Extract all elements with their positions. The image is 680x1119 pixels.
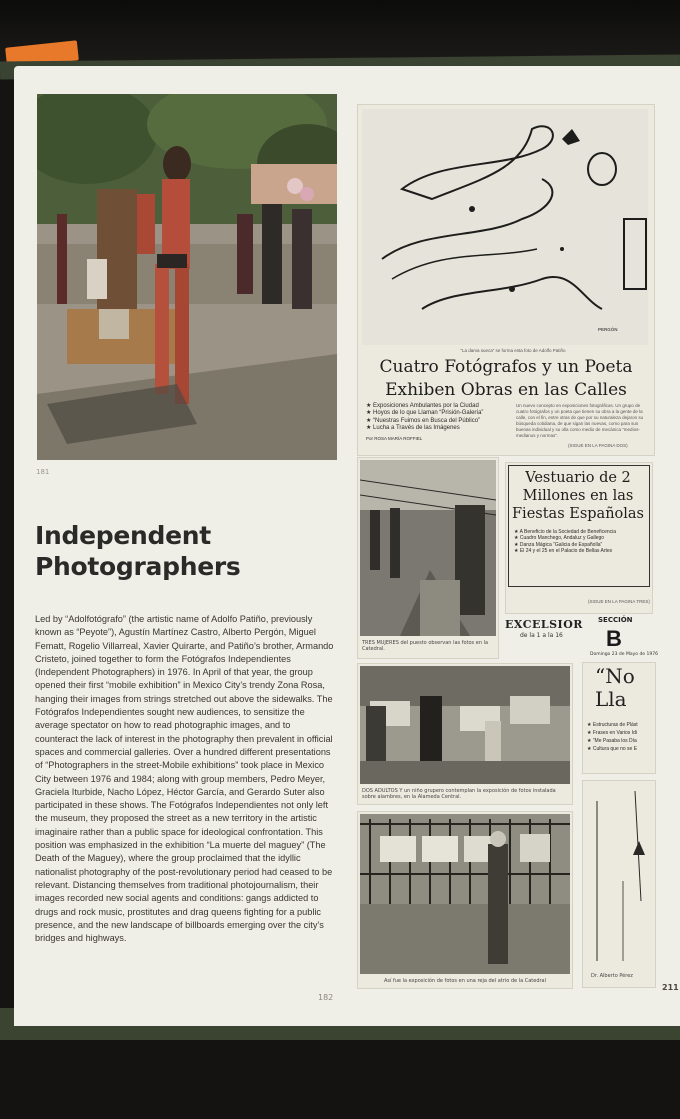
bullet: ★ Cultura que no se E: [587, 746, 638, 752]
headline-line-1: Cuatro Fotógrafos y un Poeta: [379, 357, 633, 377]
masthead-pages: de la 1 a la 16: [520, 632, 563, 639]
drawing-signature: PERGÓN: [598, 327, 618, 332]
bullet: ★ Frases en Varios Idi: [587, 730, 637, 736]
vestuario-continues: (SIGUE EN LA PAGINA TRES): [588, 599, 650, 604]
newspaper-clipping-main: [357, 104, 655, 456]
newspaper-clipping-vestuario: [505, 462, 653, 614]
adults-caption: DOS ADULTOS Y un niño grupero contemplan la exposición de fotos instalada sobre alambres, en la Alameda Central.: [362, 788, 556, 800]
bullet: ★ Exposiciones Ambulantes por la Ciudad: [366, 403, 479, 409]
newspaper-clipping-no: [582, 662, 656, 774]
no-line-2: Lla: [595, 687, 627, 711]
byline: Por ROSA MARÍA ROFFIEL: [366, 435, 423, 441]
newspaper-masthead: EXCELSIOR: [505, 618, 583, 631]
newspaper-clipping-sketch: [582, 780, 656, 988]
vestuario-line-3: Fiestas Españolas: [512, 506, 644, 522]
adults-photo: [360, 666, 570, 784]
no-line-1: “No: [595, 664, 635, 688]
bullet: ★ Lucha a Través de las Imágenes: [366, 425, 460, 432]
women-photo: [360, 460, 496, 636]
sketch-caption: Dr. Alberto Pérez: [591, 973, 633, 979]
headline-bullets: [366, 403, 506, 442]
street-photo-graphic: [37, 94, 337, 460]
women-caption: TRES MUJERES del puesto observan las fotos en la Catedral.: [362, 640, 489, 652]
newspaper-clipping-adults: [357, 663, 573, 805]
fence-caption: Así fue la exposición de fotos en una reja del atrio de la Catedral: [383, 978, 547, 984]
vestuario-bullets: [514, 529, 648, 555]
mermaid-drawing: [362, 109, 648, 345]
no-headline: [595, 665, 635, 711]
newspaper-clipping-fence: [357, 811, 573, 989]
article-title: [35, 520, 240, 582]
fence-photo: [360, 814, 570, 974]
vestuario-line-2: Millones en las: [522, 488, 634, 504]
article-snippet: Un nuevo concepto en exposiciones fotográficas. Un grupo de cuatro fotógrafos y un poeta que tienen su obra a la gente de la calle, con el fin, entre otras de que por su naturaleza dejaron su búsqueda cotidiana, de que sigan las nuevas, como para sus buenas individual y su olla como medio de mecánica “medios-medianos y normas”.: [516, 403, 644, 438]
bullet: ★ El 24 y el 25 en el Palacio de Bellas Artes: [514, 548, 613, 555]
section-letter: B: [606, 626, 622, 651]
bullet: ★ A Beneficio de la Sociedad de Beneficencia: [514, 529, 617, 535]
masthead-date: Domingo 23 de Mayo de 1976: [590, 652, 658, 657]
bullet: ★ Cuadro Manchego, Andaluz y Gallego: [514, 535, 605, 542]
headline-line-2: Exhiben Obras en las Calles: [385, 380, 627, 400]
bullet: ★ Hoyos de lo que Llaman “Prisión-Galería”: [366, 410, 484, 417]
mermaid-drawing-graphic: [362, 109, 648, 345]
bullet: ★ “Me Pasaba los Día: [587, 738, 637, 744]
women-photo-graphic: [360, 460, 496, 636]
photo-number: 181: [36, 468, 50, 476]
bullet: ★ Estructuras de Plást: [587, 722, 638, 728]
adults-photo-graphic: [360, 666, 570, 784]
bullet: ★ “Nuestras Fuimos en Busca del Público”: [366, 417, 481, 424]
fence-photo-graphic: [360, 814, 570, 974]
vestuario-line-1: Vestuario de 2: [525, 470, 631, 486]
right-page-number: 211: [662, 983, 679, 992]
section-label: SECCIÓN: [598, 616, 633, 624]
title-line-1: Independent: [35, 521, 211, 550]
sketch-graphic: [583, 781, 655, 971]
continues-note: (SIGUE EN LA PAGINA DOS): [568, 443, 628, 448]
title-line-2: Photographers: [35, 552, 241, 581]
background-bottom: [0, 1040, 680, 1119]
street-photo: [37, 94, 337, 460]
left-page-number: 182: [318, 993, 334, 1002]
newspaper-clipping-women: [357, 457, 499, 659]
no-bullets: [587, 721, 655, 753]
drawing-caption: “La dama sueca” se forma esta foto de Adolfo Patiño: [460, 348, 566, 353]
bullet: ★ Danza Mágica “Galicia de Españolla”: [514, 541, 603, 548]
article-body: Led by “Adolfotógrafo” (the artistic name of Adolfo Patiño, previously known as “Peyote”), Agustín Martínez Castro, Alberto Pergón, Miguel Fematt, Rogelio Villarreal, Xavier Quirarte, and Patiño’s brother, Armando Cristeto, joined together to form the Fotógrafos Independientes (Independent Photographers) in 1976. In April of that year, the group opened their first “mobile exhibition” in Mexico City’s trendy Zona Rosa, hanging their images from strings stretched out above the sidewalks. The Fotógrafos Independientes sought new audiences, to sensitize the average spectator on how to read photographic images, and to counteract the lack of interest in the photography then prevalent in official spaces and commercial galleries. Over a hundred different presentations of “Photographers in the street-Mobile exhibitions” took place in Mexico City between 1976 and 1984; along with group members, Pedro Meyer, Graciela Iturbide, Nacho López, Héctor García, and Gerardo Suter also participated in these shows. The Fotógrafos Independientes not only left the museum, they proposed the street as a new territory in the artistic imaginaire rather than a public space for ideological confrontation. This position was emphasized in the exhibition “La muerte del maguey” (The Death of the Maguey), where the group proclaimed that the idyllic nationalist photography of the post-revolutionary period had ceased to be relevant. Distancing themselves from traditional photojournalism, their images recorded new social agents and conditions: gangs addicted to drugs and rock music, prostitutes and drag queens fighting for a public presence, and the new landscape of billboards emerging over the city’s bridges and highways.: [35, 614, 334, 944]
